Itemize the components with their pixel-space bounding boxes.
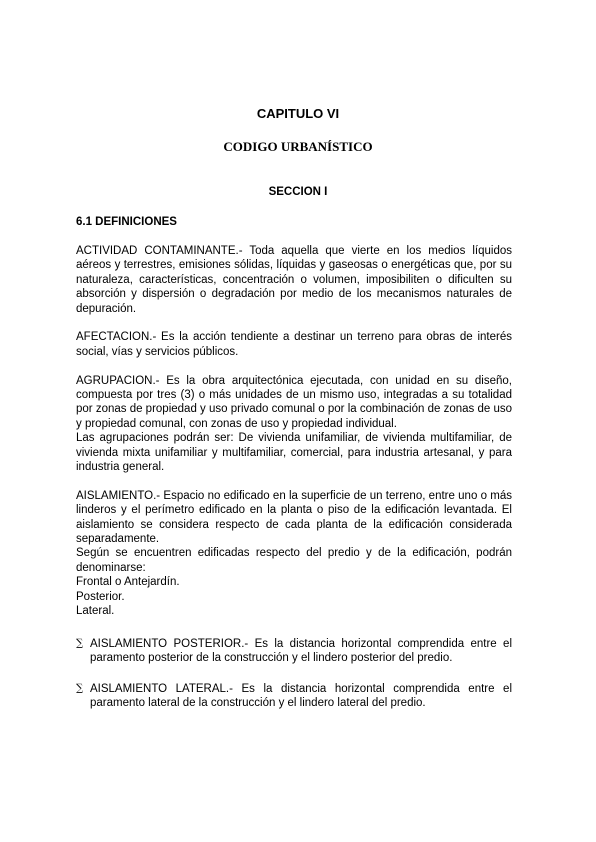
paragraph-agrupacion: AGRUPACION.- Es la obra arquitectónica ejecutada, con unidad en su diseño, compuesta por tres (3) o más unidades de un mismo uso, integradas a su totalidad por zonas de propiedad y uso privado comunal o por la combinación de zonas de uso y propiedad comunal, con zonas de uso y propiedad individual. bbox=[76, 374, 513, 430]
section-title: SECCION I bbox=[268, 186, 328, 198]
bullet-text: AISLAMIENTO LATERAL.- Es la distancia horizontal comprendida entre el paramento lateral de la construcción y el lindero lateral del predio. bbox=[90, 683, 512, 710]
bullet-aislamiento-posterior bbox=[76, 637, 512, 666]
chapter-subtitle: CODIGO URBANÍSTICO bbox=[223, 139, 373, 154]
paragraph-agrupaciones-tipos: Las agrupaciones podrán ser: De vivienda unifamiliar, de vivienda multifamiliar, de vivienda mixta unifamiliar y multifamiliar, comercial, para industria artesanal, y para industria general. bbox=[76, 432, 512, 474]
paragraph-aislamiento: AISLAMIENTO.- Espacio no edificado en la superficie de un terreno, entre uno o más linderos y el perímetro edificado en la planta o piso de la edificación levantada. El aislamiento se considera respecto de cada planta de la edificación considerada separadamente. bbox=[76, 489, 512, 546]
bullet-aislamiento-lateral bbox=[76, 682, 512, 711]
bullet-symbol-icon: ∑ bbox=[76, 683, 84, 694]
definitions-heading: 6.1 DEFINICIONES bbox=[76, 216, 177, 228]
definitions-body bbox=[76, 244, 512, 619]
list-item-frontal: Frontal o Antejardín. bbox=[76, 576, 180, 589]
bullet-text: AISLAMIENTO POSTERIOR.- Es la distancia horizontal comprendida entre el paramento posterior de la construcción y el lindero posterior del predio. bbox=[90, 638, 512, 665]
paragraph-afectacion: AFECTACION.- Es la acción tendiente a destinar un terreno para obras de interés social, vías y servicios públicos. bbox=[76, 331, 512, 358]
list-item-lateral: Lateral. bbox=[76, 605, 115, 618]
list-item-posterior: Posterior. bbox=[76, 590, 125, 603]
paragraph-aislamiento-denominacion: Según se encuentren edificadas respecto del predio y de la edificación, podrán denominarse: bbox=[76, 547, 512, 574]
chapter-title: CAPITULO VI bbox=[256, 106, 340, 121]
bullet-symbol-icon: ∑ bbox=[76, 638, 84, 649]
paragraph-actividad-contaminante: ACTIVIDAD CONTAMINANTE.- Toda aquella que vierte en los medios líquidos aéreos y terrestres, emisiones sólidas, líquidas y gaseosas o energéticas que, por su naturaleza, características, concentración o volumen, imposibiliten o dificulten su absorción y dispersión o degradación por medio de los mecanismos naturales de depuración. bbox=[76, 245, 512, 315]
